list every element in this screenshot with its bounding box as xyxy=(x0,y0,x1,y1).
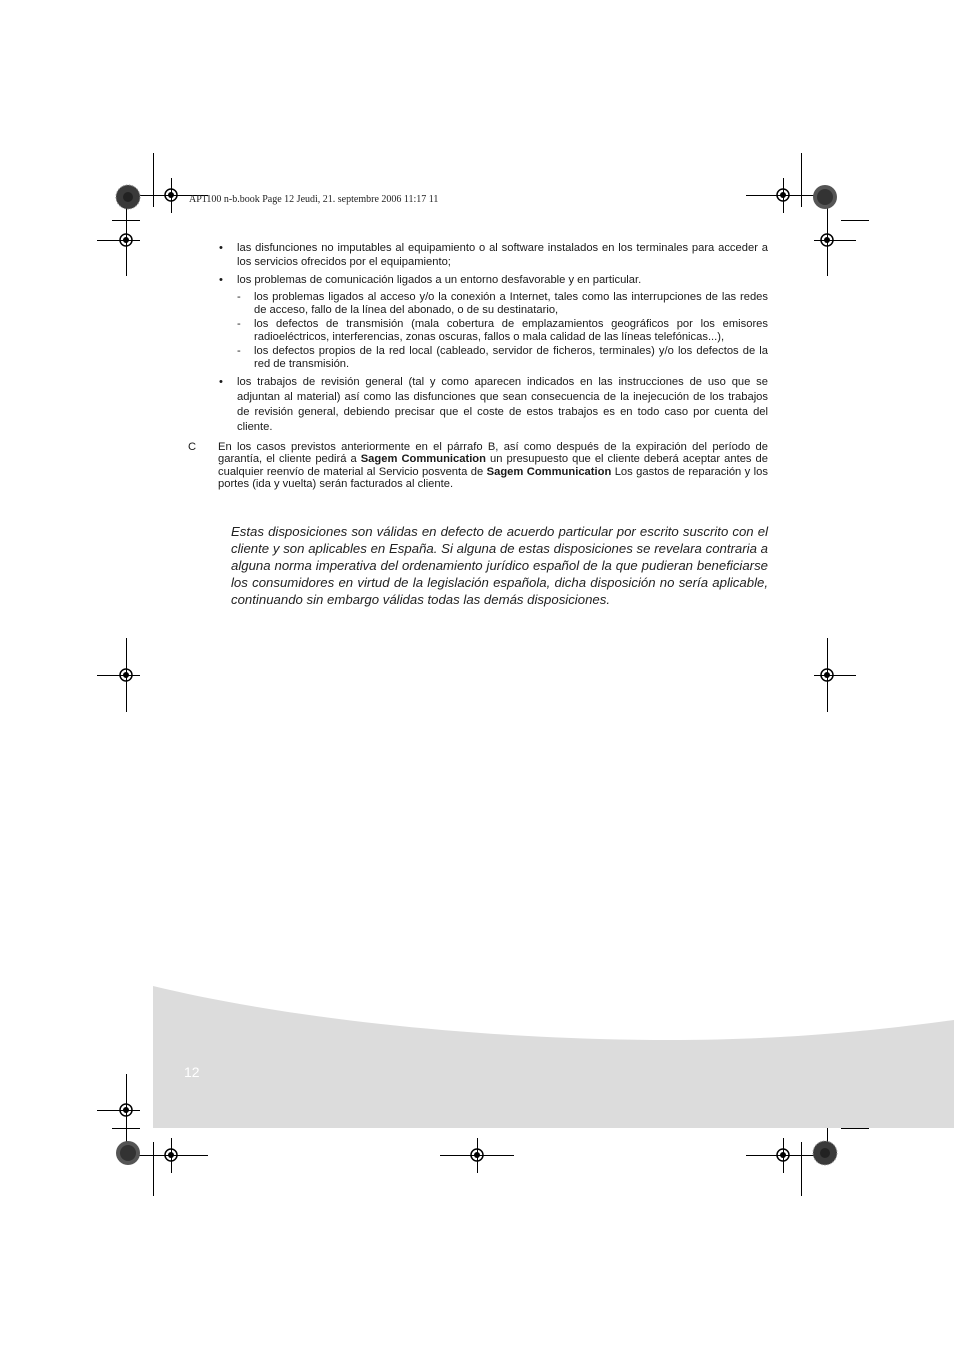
bullet-icon: • xyxy=(219,274,223,286)
company-name: Sagem Communication xyxy=(360,453,486,466)
sub-list-item xyxy=(186,318,768,343)
starburst-icon xyxy=(116,185,140,209)
list-item xyxy=(186,375,768,435)
dash-icon: - xyxy=(237,291,241,303)
sub-list-item xyxy=(186,291,768,316)
section-letter: C xyxy=(188,441,197,453)
starburst-icon xyxy=(813,185,837,209)
list-item-text: los trabajos de revisión general (tal y como aparecen indicados en las instrucciones de uso que se adjuntan al material) así como las disfunciones que sean consecuencia de la inejecución de los trabajos de revisión general, debiendo precisar que el coste de estos trabajos es en todo caso por cuenta del cliente. xyxy=(237,376,768,433)
warranty-exclusions xyxy=(186,241,768,490)
sub-list-item-text: los defectos propios de la red local (cableado, servidor de ficheros, terminales) y/o los defectos de la red de transmisión. xyxy=(254,345,768,370)
legal-note: Estas disposiciones son válidas en defecto de acuerdo particular por escrito suscrito con el cliente y son aplicables en España. Si alguna de estas disposiciones se revelara contraria a alguna norma imperativa del ordenamiento jurídico español de la que pudieran beneficiarse los consumidores en virtud de la legislación española, dicha disposición no sería aplicable, continuando sin embargo válidas todas las demás disposiciones. xyxy=(231,524,768,607)
list-item xyxy=(186,273,768,287)
starburst-icon xyxy=(813,1141,837,1165)
section-text-1: En los casos previstos anteriormente en el párrafo B, así como después de la expiración del período de garantía, el cliente pedirá a xyxy=(218,441,768,466)
sub-list-item xyxy=(186,345,768,370)
sub-list-item-text: los problemas ligados al acceso y/o la conexión a Internet, tales como las interrupciones de las redes de acceso, fallo de la línea del abonado, o de su destinatario, xyxy=(254,291,768,316)
list-item-text: los problemas de comunicación ligados a un entorno desfavorable y en particular. xyxy=(237,274,642,286)
starburst-icon xyxy=(116,1141,140,1165)
bullet-icon: • xyxy=(219,376,223,388)
list-item-text: las disfunciones no imputables al equipamiento o al software instalados en los terminales para acceder a los servicios ofrecidos por el equipamiento; xyxy=(237,242,768,268)
list-item xyxy=(186,241,768,269)
footer-band-shape xyxy=(153,986,954,1128)
section-c xyxy=(186,441,768,490)
footer-band xyxy=(153,980,954,1128)
book-header: AP1100 n-b.book Page 12 Jeudi, 21. septembre 2006 11:17 11 xyxy=(189,194,439,205)
section-text-2: un presupuesto que el cliente deberá aceptar antes de cualquier reenvío de material al Servicio posventa de xyxy=(218,453,769,478)
bullet-icon: • xyxy=(219,242,223,254)
dash-icon: - xyxy=(237,345,241,357)
section-text-3: Los gastos de reparación y los portes (ida y vuelta) serán facturados al cliente. xyxy=(218,465,768,490)
page-number: 12 xyxy=(184,1064,200,1080)
company-name: Sagem Communication xyxy=(486,465,612,478)
sub-list-item-text: los defectos de transmisión (mala cobertura de emplazamientos geográficos por los emisores radioeléctricos, interferencias, zonas oscuras, fallos o mala calidad de las líneas telefónicas...), xyxy=(254,318,768,343)
dash-icon: - xyxy=(237,318,241,330)
